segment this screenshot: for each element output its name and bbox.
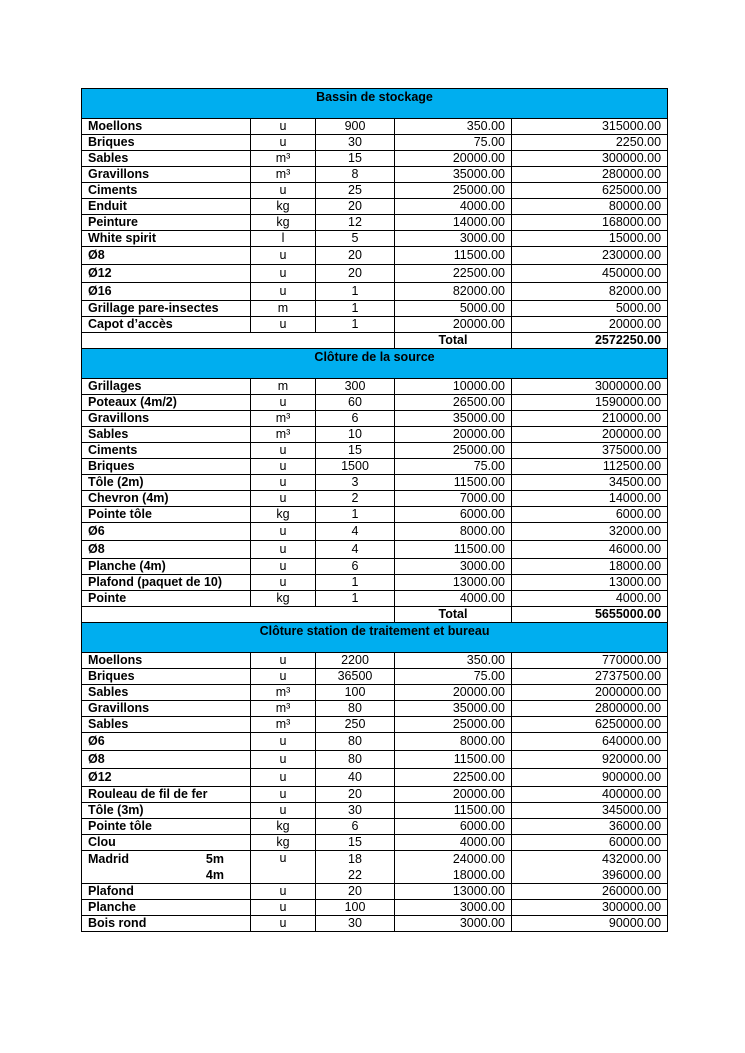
item-name: Moellons xyxy=(82,119,251,135)
item-unit: l xyxy=(251,231,316,247)
item-amount: 450000.00 xyxy=(512,265,668,283)
item-amount: 82000.00 xyxy=(512,283,668,301)
item-quantity: 10 xyxy=(316,427,395,443)
item-amount xyxy=(512,851,668,884)
item-name: Gravillons xyxy=(82,701,251,717)
item-amount: 300000.00 xyxy=(512,151,668,167)
table-row xyxy=(82,283,668,301)
item-unit-price: 4000.00 xyxy=(395,199,512,215)
total-amount: 2572250.00 xyxy=(512,333,668,349)
item-amount: 1590000.00 xyxy=(512,395,668,411)
table-row xyxy=(82,475,668,491)
item-unit: u xyxy=(251,851,316,884)
item-amount: 80000.00 xyxy=(512,199,668,215)
item-amount-line: 396000.00 xyxy=(601,868,662,882)
item-unit-price: 13000.00 xyxy=(395,575,512,591)
item-amount: 230000.00 xyxy=(512,247,668,265)
madrid-size-4m: 4m xyxy=(205,868,224,882)
item-quantity: 80 xyxy=(316,701,395,717)
item-quantity: 4 xyxy=(316,541,395,559)
item-amount: 60000.00 xyxy=(512,835,668,851)
item-unit: m xyxy=(251,379,316,395)
item-name: Pointe tôle xyxy=(82,819,251,835)
item-name: Briques xyxy=(82,459,251,475)
madrid-label: Madrid xyxy=(88,852,129,866)
item-name: Planche (4m) xyxy=(82,559,251,575)
item-quantity-line: 22 xyxy=(348,868,362,882)
item-unit-price: 35000.00 xyxy=(395,701,512,717)
item-amount: 260000.00 xyxy=(512,884,668,900)
item-amount: 640000.00 xyxy=(512,733,668,751)
item-quantity: 30 xyxy=(316,135,395,151)
item-unit-price: 3000.00 xyxy=(395,900,512,916)
total-amount: 5655000.00 xyxy=(512,607,668,623)
item-name: Plafond xyxy=(82,884,251,900)
table-row xyxy=(82,507,668,523)
item-amount: 400000.00 xyxy=(512,787,668,803)
item-unit-price: 6000.00 xyxy=(395,819,512,835)
item-unit: kg xyxy=(251,819,316,835)
item-unit-price: 350.00 xyxy=(395,119,512,135)
item-name: Ø8 xyxy=(82,541,251,559)
cost-estimate-table xyxy=(81,88,668,932)
item-quantity: 2 xyxy=(316,491,395,507)
item-unit-price: 8000.00 xyxy=(395,733,512,751)
item-unit: u xyxy=(251,733,316,751)
item-unit-price: 22500.00 xyxy=(395,265,512,283)
table-row xyxy=(82,459,668,475)
item-quantity: 300 xyxy=(316,379,395,395)
item-name: Plafond (paquet de 10) xyxy=(82,575,251,591)
item-unit: u xyxy=(251,183,316,199)
item-amount: 2800000.00 xyxy=(512,701,668,717)
item-unit: u xyxy=(251,769,316,787)
item-unit-price: 11500.00 xyxy=(395,541,512,559)
item-quantity: 1 xyxy=(316,283,395,301)
item-unit: m³ xyxy=(251,717,316,733)
item-name: Grillages xyxy=(82,379,251,395)
total-spacer xyxy=(82,333,395,349)
item-unit-price: 20000.00 xyxy=(395,317,512,333)
section-title: Clôture station de traitement et bureau xyxy=(82,623,668,653)
table-row xyxy=(82,135,668,151)
item-unit-price: 22500.00 xyxy=(395,769,512,787)
table-row xyxy=(82,751,668,769)
item-unit: u xyxy=(251,135,316,151)
item-unit: m³ xyxy=(251,151,316,167)
item-unit-price: 4000.00 xyxy=(395,591,512,607)
item-unit-price: 3000.00 xyxy=(395,916,512,932)
item-unit-price: 14000.00 xyxy=(395,215,512,231)
item-unit-price: 35000.00 xyxy=(395,167,512,183)
item-unit: u xyxy=(251,475,316,491)
item-unit: m³ xyxy=(251,701,316,717)
item-unit: kg xyxy=(251,199,316,215)
item-name: Ø16 xyxy=(82,283,251,301)
item-unit-price: 3000.00 xyxy=(395,559,512,575)
item-unit: u xyxy=(251,523,316,541)
item-quantity: 900 xyxy=(316,119,395,135)
item-name: Ø12 xyxy=(82,769,251,787)
item-unit: m³ xyxy=(251,427,316,443)
item-unit-price: 35000.00 xyxy=(395,411,512,427)
item-name: Enduit xyxy=(82,199,251,215)
table-row xyxy=(82,900,668,916)
item-name: Sables xyxy=(82,717,251,733)
table-row xyxy=(82,265,668,283)
item-amount: 345000.00 xyxy=(512,803,668,819)
item-name: Ø8 xyxy=(82,751,251,769)
item-name: White spirit xyxy=(82,231,251,247)
item-quantity: 25 xyxy=(316,183,395,199)
item-quantity: 40 xyxy=(316,769,395,787)
item-quantity: 1 xyxy=(316,507,395,523)
item-quantity: 30 xyxy=(316,803,395,819)
table-row xyxy=(82,427,668,443)
item-unit: u xyxy=(251,916,316,932)
item-amount: 315000.00 xyxy=(512,119,668,135)
item-quantity: 6 xyxy=(316,819,395,835)
item-unit-price: 20000.00 xyxy=(395,787,512,803)
item-unit: m³ xyxy=(251,411,316,427)
table-row xyxy=(82,803,668,819)
item-name: Tôle (2m) xyxy=(82,475,251,491)
table-row xyxy=(82,231,668,247)
item-name: Ø6 xyxy=(82,523,251,541)
section-title: Bassin de stockage xyxy=(82,89,668,119)
item-unit: u xyxy=(251,884,316,900)
item-unit-price: 75.00 xyxy=(395,669,512,685)
section-header xyxy=(82,89,668,119)
table-row xyxy=(82,317,668,333)
item-quantity: 80 xyxy=(316,733,395,751)
item-unit: u xyxy=(251,265,316,283)
item-amount: 6250000.00 xyxy=(512,717,668,733)
item-unit-price: 11500.00 xyxy=(395,475,512,491)
table-row xyxy=(82,215,668,231)
item-unit-price-line: 18000.00 xyxy=(452,868,505,882)
item-quantity: 3 xyxy=(316,475,395,491)
item-name: Chevron (4m) xyxy=(82,491,251,507)
table-row xyxy=(82,151,668,167)
table-row xyxy=(82,183,668,199)
item-name: Sables xyxy=(82,427,251,443)
item-quantity: 1 xyxy=(316,575,395,591)
table-row xyxy=(82,717,668,733)
table-row xyxy=(82,669,668,685)
item-unit-price: 20000.00 xyxy=(395,151,512,167)
table-row xyxy=(82,379,668,395)
item-unit: u xyxy=(251,395,316,411)
item-unit: m³ xyxy=(251,685,316,701)
total-spacer xyxy=(82,607,395,623)
item-amount: 14000.00 xyxy=(512,491,668,507)
table-row xyxy=(82,541,668,559)
item-name: Planche xyxy=(82,900,251,916)
table-row xyxy=(82,523,668,541)
item-quantity: 30 xyxy=(316,916,395,932)
item-quantity: 6 xyxy=(316,411,395,427)
table-row xyxy=(82,559,668,575)
item-amount: 36000.00 xyxy=(512,819,668,835)
item-name: Sables xyxy=(82,151,251,167)
item-quantity: 20 xyxy=(316,884,395,900)
item-amount: 2250.00 xyxy=(512,135,668,151)
item-name: Ø6 xyxy=(82,733,251,751)
item-quantity: 80 xyxy=(316,751,395,769)
item-name xyxy=(82,851,251,884)
item-unit: kg xyxy=(251,835,316,851)
section-header xyxy=(82,349,668,379)
table-row xyxy=(82,395,668,411)
item-quantity: 15 xyxy=(316,835,395,851)
item-amount: 2000000.00 xyxy=(512,685,668,701)
item-unit-price: 25000.00 xyxy=(395,443,512,459)
item-unit: u xyxy=(251,787,316,803)
section-title: Clôture de la source xyxy=(82,349,668,379)
item-name: Tôle (3m) xyxy=(82,803,251,819)
item-amount: 34500.00 xyxy=(512,475,668,491)
item-quantity: 20 xyxy=(316,265,395,283)
item-name: Ciments xyxy=(82,183,251,199)
item-unit: m xyxy=(251,301,316,317)
item-quantity: 15 xyxy=(316,443,395,459)
item-unit-price xyxy=(395,851,512,884)
item-unit-price: 10000.00 xyxy=(395,379,512,395)
item-amount: 280000.00 xyxy=(512,167,668,183)
item-unit: u xyxy=(251,119,316,135)
item-unit-price: 13000.00 xyxy=(395,884,512,900)
item-unit: m³ xyxy=(251,167,316,183)
item-quantity: 4 xyxy=(316,523,395,541)
table-row xyxy=(82,491,668,507)
item-unit-price: 11500.00 xyxy=(395,751,512,769)
item-unit: u xyxy=(251,803,316,819)
item-unit: kg xyxy=(251,591,316,607)
item-unit-price: 75.00 xyxy=(395,135,512,151)
item-unit-price: 20000.00 xyxy=(395,427,512,443)
item-unit: u xyxy=(251,900,316,916)
item-unit: u xyxy=(251,247,316,265)
item-name: Pointe tôle xyxy=(82,507,251,523)
item-unit: u xyxy=(251,669,316,685)
item-amount: 13000.00 xyxy=(512,575,668,591)
item-name: Gravillons xyxy=(82,411,251,427)
item-unit-price: 11500.00 xyxy=(395,247,512,265)
item-quantity: 1500 xyxy=(316,459,395,475)
item-name: Bois rond xyxy=(82,916,251,932)
item-amount: 900000.00 xyxy=(512,769,668,787)
item-unit-price: 82000.00 xyxy=(395,283,512,301)
item-amount: 15000.00 xyxy=(512,231,668,247)
table-row xyxy=(82,787,668,803)
item-name: Rouleau de fil de fer xyxy=(82,787,251,803)
item-amount: 375000.00 xyxy=(512,443,668,459)
item-unit-price: 11500.00 xyxy=(395,803,512,819)
item-quantity: 20 xyxy=(316,199,395,215)
item-quantity: 100 xyxy=(316,900,395,916)
item-amount: 20000.00 xyxy=(512,317,668,333)
item-quantity-line: 18 xyxy=(348,852,362,866)
item-quantity: 100 xyxy=(316,685,395,701)
item-amount: 625000.00 xyxy=(512,183,668,199)
item-amount: 46000.00 xyxy=(512,541,668,559)
item-amount: 90000.00 xyxy=(512,916,668,932)
item-name: Sables xyxy=(82,685,251,701)
item-name: Ø12 xyxy=(82,265,251,283)
item-quantity: 20 xyxy=(316,247,395,265)
table-row xyxy=(82,769,668,787)
item-quantity: 36500 xyxy=(316,669,395,685)
item-amount: 112500.00 xyxy=(512,459,668,475)
item-unit-price: 5000.00 xyxy=(395,301,512,317)
item-quantity: 1 xyxy=(316,317,395,333)
item-amount: 920000.00 xyxy=(512,751,668,769)
item-quantity: 1 xyxy=(316,301,395,317)
table-row xyxy=(82,247,668,265)
table-row xyxy=(82,851,668,884)
item-unit: u xyxy=(251,443,316,459)
table-row xyxy=(82,575,668,591)
total-label: Total xyxy=(395,333,512,349)
table-row xyxy=(82,685,668,701)
item-unit: u xyxy=(251,541,316,559)
item-name: Poteaux (4m/2) xyxy=(82,395,251,411)
item-unit-price: 4000.00 xyxy=(395,835,512,851)
item-amount: 4000.00 xyxy=(512,591,668,607)
item-amount: 200000.00 xyxy=(512,427,668,443)
item-quantity xyxy=(316,851,395,884)
madrid-size-5m: 5m xyxy=(205,852,224,866)
table-row xyxy=(82,835,668,851)
table-row xyxy=(82,916,668,932)
item-unit-price-line: 24000.00 xyxy=(452,852,505,866)
item-quantity: 5 xyxy=(316,231,395,247)
item-unit: u xyxy=(251,317,316,333)
item-name: Briques xyxy=(82,669,251,685)
item-name: Capot d’accès xyxy=(82,317,251,333)
table-body xyxy=(82,89,668,932)
item-amount: 6000.00 xyxy=(512,507,668,523)
item-name: Peinture xyxy=(82,215,251,231)
item-unit-price: 20000.00 xyxy=(395,685,512,701)
table-row xyxy=(82,591,668,607)
item-unit-price: 7000.00 xyxy=(395,491,512,507)
item-unit: u xyxy=(251,559,316,575)
item-name: Ø8 xyxy=(82,247,251,265)
item-amount: 168000.00 xyxy=(512,215,668,231)
item-amount: 3000000.00 xyxy=(512,379,668,395)
item-amount-line: 432000.00 xyxy=(601,852,662,866)
item-unit-price: 350.00 xyxy=(395,653,512,669)
item-unit-price: 25000.00 xyxy=(395,717,512,733)
item-name: Ciments xyxy=(82,443,251,459)
item-amount: 210000.00 xyxy=(512,411,668,427)
item-name: Briques xyxy=(82,135,251,151)
table-row xyxy=(82,733,668,751)
item-unit: u xyxy=(251,283,316,301)
item-quantity: 8 xyxy=(316,167,395,183)
item-unit: u xyxy=(251,653,316,669)
total-row xyxy=(82,607,668,623)
table-row xyxy=(82,443,668,459)
table-row xyxy=(82,199,668,215)
item-unit-price: 6000.00 xyxy=(395,507,512,523)
item-amount: 2737500.00 xyxy=(512,669,668,685)
item-amount: 300000.00 xyxy=(512,900,668,916)
item-unit: u xyxy=(251,751,316,769)
item-quantity: 60 xyxy=(316,395,395,411)
item-unit-price: 26500.00 xyxy=(395,395,512,411)
item-quantity: 1 xyxy=(316,591,395,607)
table-row xyxy=(82,167,668,183)
item-unit-price: 8000.00 xyxy=(395,523,512,541)
total-row xyxy=(82,333,668,349)
item-amount: 770000.00 xyxy=(512,653,668,669)
item-amount: 32000.00 xyxy=(512,523,668,541)
table-row xyxy=(82,701,668,717)
item-name: Grillage pare-insectes xyxy=(82,301,251,317)
item-unit-price: 3000.00 xyxy=(395,231,512,247)
total-label: Total xyxy=(395,607,512,623)
item-quantity: 250 xyxy=(316,717,395,733)
table-row xyxy=(82,119,668,135)
item-amount: 5000.00 xyxy=(512,301,668,317)
item-quantity: 2200 xyxy=(316,653,395,669)
item-name: Gravillons xyxy=(82,167,251,183)
item-unit: u xyxy=(251,491,316,507)
table-row xyxy=(82,819,668,835)
table-row xyxy=(82,653,668,669)
item-quantity: 12 xyxy=(316,215,395,231)
item-unit: kg xyxy=(251,507,316,523)
table-row xyxy=(82,301,668,317)
item-quantity: 6 xyxy=(316,559,395,575)
table-row xyxy=(82,884,668,900)
item-unit-price: 75.00 xyxy=(395,459,512,475)
item-quantity: 15 xyxy=(316,151,395,167)
item-name: Clou xyxy=(82,835,251,851)
item-unit-price: 25000.00 xyxy=(395,183,512,199)
item-unit: kg xyxy=(251,215,316,231)
item-quantity: 20 xyxy=(316,787,395,803)
section-header xyxy=(82,623,668,653)
item-unit: u xyxy=(251,575,316,591)
item-amount: 18000.00 xyxy=(512,559,668,575)
item-name: Moellons xyxy=(82,653,251,669)
item-unit: u xyxy=(251,459,316,475)
item-name: Pointe xyxy=(82,591,251,607)
table-row xyxy=(82,411,668,427)
